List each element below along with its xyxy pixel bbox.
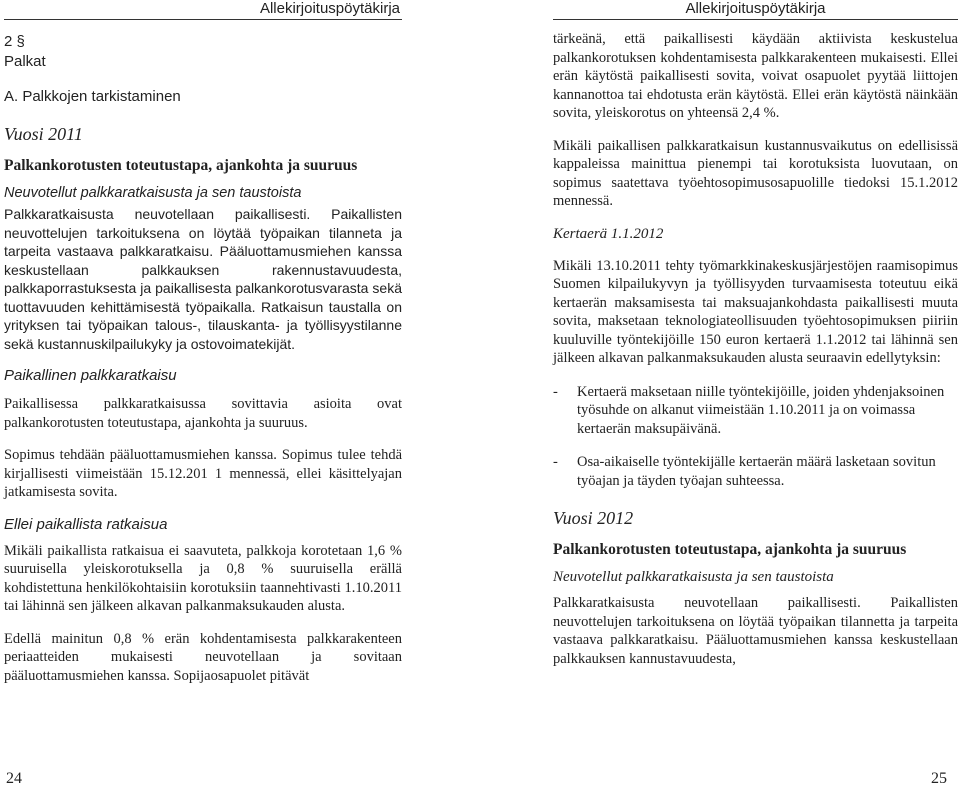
right-page-number: 25 bbox=[931, 770, 947, 787]
left-running-header: Allekirjoituspöytäkirja bbox=[4, 0, 402, 20]
section-a-title: A. Palkkojen tarkistaminen bbox=[4, 88, 181, 105]
left-paragraph-4: Mikäli paikallista ratkaisua ei saavuteta, palkkoja korotetaan 1,6 % suuruisella yleiskorotuksella ja 0,8 % suuruisella erällä kohdistettuna henkilökohtaisiin korotuksiin taannehtivasti 1.10.2011 tai lähinnä sen jälkeen alkavan palkanmaksukauden alusta. bbox=[4, 542, 402, 614]
left-page-number: 24 bbox=[6, 770, 22, 787]
left-page bbox=[4, 0, 402, 685]
left-subheading: Neuvotellut palkkaratkaisusta ja sen taustoista bbox=[4, 185, 302, 201]
list-item-text: Osa-aikaiselle työntekijälle kertaerän määrä lasketaan sovitun työajan ja täyden työajan suhteessa. bbox=[577, 454, 936, 489]
right-paragraph-3: Mikäli 13.10.2011 tehty työmarkkinakeskusjärjestöjen raamisopimus Suomen kilpailukyvyn ja työllisyyden turvaamisesta toteutuu eikä kertaerän maksamisesta tai maksuajankohdasta paikallisesti muuta sovita, maksetaan teknologiateollisuuden työehtosopimuksen piiriin kuuluville työntekijöille 150 euron kertaerä 1.1.2012 tai lähinnä sen jälkeen alkavan palkanmaksukauden alusta seuraavin edellytyksin: bbox=[553, 257, 958, 366]
list-dash: - bbox=[553, 454, 558, 470]
right-paragraph-1: tärkeänä, että paikallisesti käydään aktiivista keskustelua palkankorotuksen kohdentamisesta palkkarakenteen mukaisesti. Ellei erän käytöstä paikallisesti sovita, voivat osapuolet pyytää liittojen kannanottoa tai ehdotusta erän käytöstä. Ellei erän käytöstä näinkään sovita, yleiskorotus on yhteensä 2,4 %. bbox=[553, 31, 958, 121]
no-local-settlement-label: Ellei paikallista ratkaisua bbox=[4, 515, 168, 533]
left-paragraph-3: Sopimus tehdään pääluottamusmiehen kanssa. Sopimus tulee tehdä kirjallisesti viimeistään 15.12.201 1 mennessä, ellei käsittelyajan jatkamisesta sovita. bbox=[4, 447, 402, 500]
lump-sum-label: Kertaerä 1.1.2012 bbox=[553, 225, 664, 242]
local-settlement-label: Paikallinen palkkaratkaisu bbox=[4, 367, 177, 384]
left-increase-heading: Palkankorotusten toteutustapa, ajankohta ja suuruus bbox=[4, 157, 358, 174]
left-paragraph-5: Edellä mainitun 0,8 % erän kohdentamisesta palkkarakenteen periaatteiden mukaisesti neuvotellaan ja sovitaan pääluottamusmiehen kanssa. Sopijaosapuolet pitävät bbox=[4, 630, 402, 684]
list-dash: - bbox=[553, 383, 558, 400]
list-item bbox=[553, 453, 958, 490]
right-page bbox=[553, 0, 958, 668]
right-paragraph-4: Palkkaratkaisusta neuvotellaan paikallisesti. Paikallisten neuvottelujen tarkoituksena on löytää työpaikan tilannetta ja tarpeita vastaava palkkaratkaisu. Pääluottamusmiehen kanssa keskustellaan palkkauksen kannustavuudesta, bbox=[553, 595, 958, 667]
left-paragraph-2: Paikallisessa palkkaratkaisussa sovittavia asioita ovat palkankorotusten toteutustapa, ajankohta ja suuruus. bbox=[4, 396, 402, 431]
right-increase-heading: Palkankorotusten toteutustapa, ajankohta ja suuruus bbox=[553, 541, 907, 558]
year-2012-heading: Vuosi 2012 bbox=[553, 508, 634, 528]
chapter-number: 2 § bbox=[4, 33, 25, 50]
right-paragraph-2: Mikäli paikallisen palkkaratkaisun kustannusvaikutus on edellisissä kappaleissa mainittua pienempi tai korotuksista luovutaan, on sopimus saatettava työehtosopimusosapuolille tiedoksi 15.1.2012 mennessä. bbox=[553, 137, 958, 209]
chapter-title: Palkat bbox=[4, 53, 46, 70]
right-subheading: Neuvotellut palkkaratkaisusta ja sen taustoista bbox=[553, 569, 834, 585]
list-item bbox=[553, 383, 958, 439]
list-item-text: Kertaerä maksetaan niille työntekijöille, joiden yhdenjaksoinen työsuhde on alkanut viimeistään 1.10.2011 ja on voimassa kertaerän maksupäivänä. bbox=[577, 383, 945, 437]
year-2011-heading: Vuosi 2011 bbox=[4, 124, 83, 144]
left-paragraph-1: Palkkaratkaisusta neuvotellaan paikallisesti. Paikallisten neuvottelujen tarkoituksena on löytää työpaikan tilanneta ja tarpeita vastaava palkkaratkaisu. Pääluottamusmiehen kanssa keskustellaan palkkauksen rakennustavuudesta, palkkaporrastuksesta ja paikallisesta palkankorotusvarasta sekä tuottavuuden kehittämisestä työpaikalla. Ratkaisun taustalla on yrityksen tai työpaikan talous-, tilauskanta- ja työllisyystilanne sekä kustannuskilpailukyky ja ostovoimatekijät. bbox=[4, 206, 402, 352]
right-running-header: Allekirjoituspöytäkirja bbox=[553, 0, 958, 20]
